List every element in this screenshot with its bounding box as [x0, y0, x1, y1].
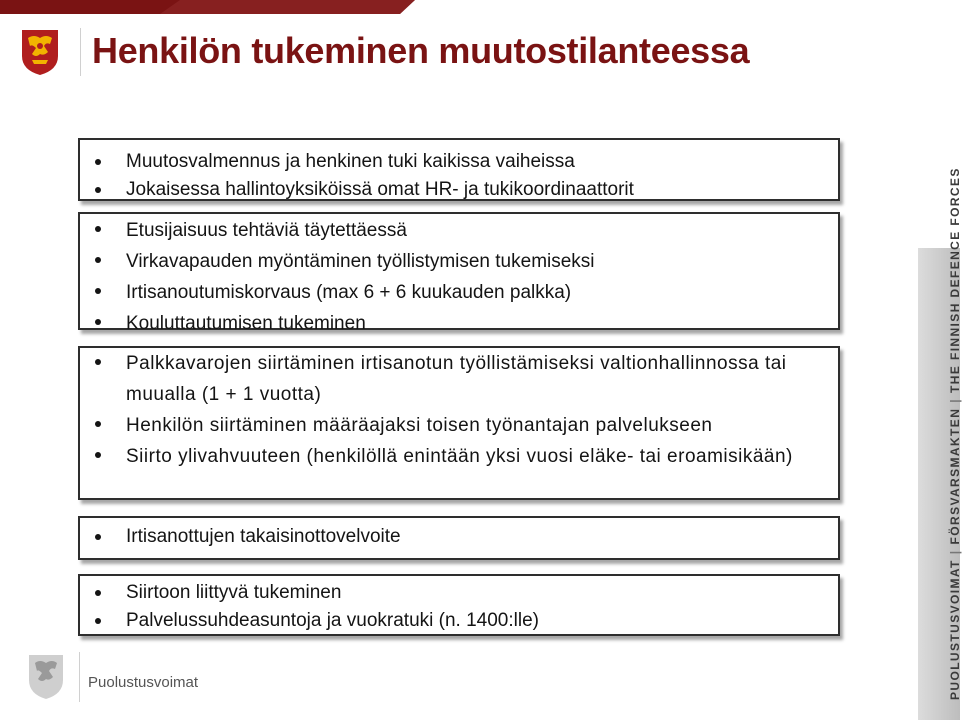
list-item: Muutosvalmennus ja henkinen tuki kaikissa vaiheissa: [126, 148, 828, 176]
list-item: Henkilön siirtäminen määräajaksi toisen työnantajan palvelukseen: [126, 410, 824, 441]
bullet-box-2: [78, 212, 840, 334]
list-item: Irtisanottujen takaisinottovelvoite: [126, 523, 828, 551]
footer-org-name: Puolustusvoimat: [88, 674, 199, 691]
list-item: Kouluttautumisen tukeminen: [126, 308, 828, 339]
bullet-list: [126, 215, 828, 339]
bullet-list: [126, 348, 824, 472]
top-decorative-stripe: [0, 0, 960, 14]
defence-forces-lion-icon: [18, 26, 62, 76]
list-item: Irtisanoutumiskorvaus (max 6 + 6 kuukauden palkka): [126, 277, 828, 308]
side-text-fi: PUOLUSTUSVOIMAT: [948, 559, 962, 700]
list-item: Siirtoon liittyvä tukeminen: [126, 579, 828, 607]
page-title: Henkilön tukeminen muutostilanteessa: [92, 30, 750, 71]
side-text-sv: FÖRSVARSMAKTEN: [948, 407, 962, 545]
list-item: Etusijaisuus tehtäviä täytettäessä: [126, 215, 828, 246]
list-item: Palvelussuhdeasuntoja ja vuokratuki (n. 1400:lle): [126, 607, 828, 635]
bullet-list: [126, 579, 828, 635]
footer-divider: [79, 652, 80, 702]
bullet-list: [126, 148, 828, 204]
side-organisation-text: PUOLUSTUSVOIMAT|FÖRSVARSMAKTEN|THE FINNISH DEFENCE FORCES: [948, 167, 962, 700]
list-item: Virkavapauden myöntäminen työllistymisen tukemiseksi: [126, 246, 828, 277]
header-divider: [80, 28, 81, 76]
bullet-box-5: [78, 574, 840, 636]
bullet-box-1: [78, 138, 840, 201]
bullet-box-4: [78, 516, 840, 560]
side-text-en: THE FINNISH DEFENCE FORCES: [948, 167, 962, 393]
list-item: Palkkavarojen siirtäminen irtisanotun työllistämiseksi valtionhallinnossa tai muualla (1 + 1 vuotta): [126, 348, 824, 410]
bullet-list: [126, 523, 828, 551]
bullet-box-3: [78, 346, 840, 500]
list-item: Siirto ylivahvuuteen (henkilöllä enintään yksi vuosi eläke- tai eroamisikään): [126, 441, 824, 472]
defence-forces-lion-grey-icon: [26, 652, 66, 700]
list-item: Jokaisessa hallintoyksiköissä omat HR- ja tukikoordinaattorit: [126, 176, 828, 204]
